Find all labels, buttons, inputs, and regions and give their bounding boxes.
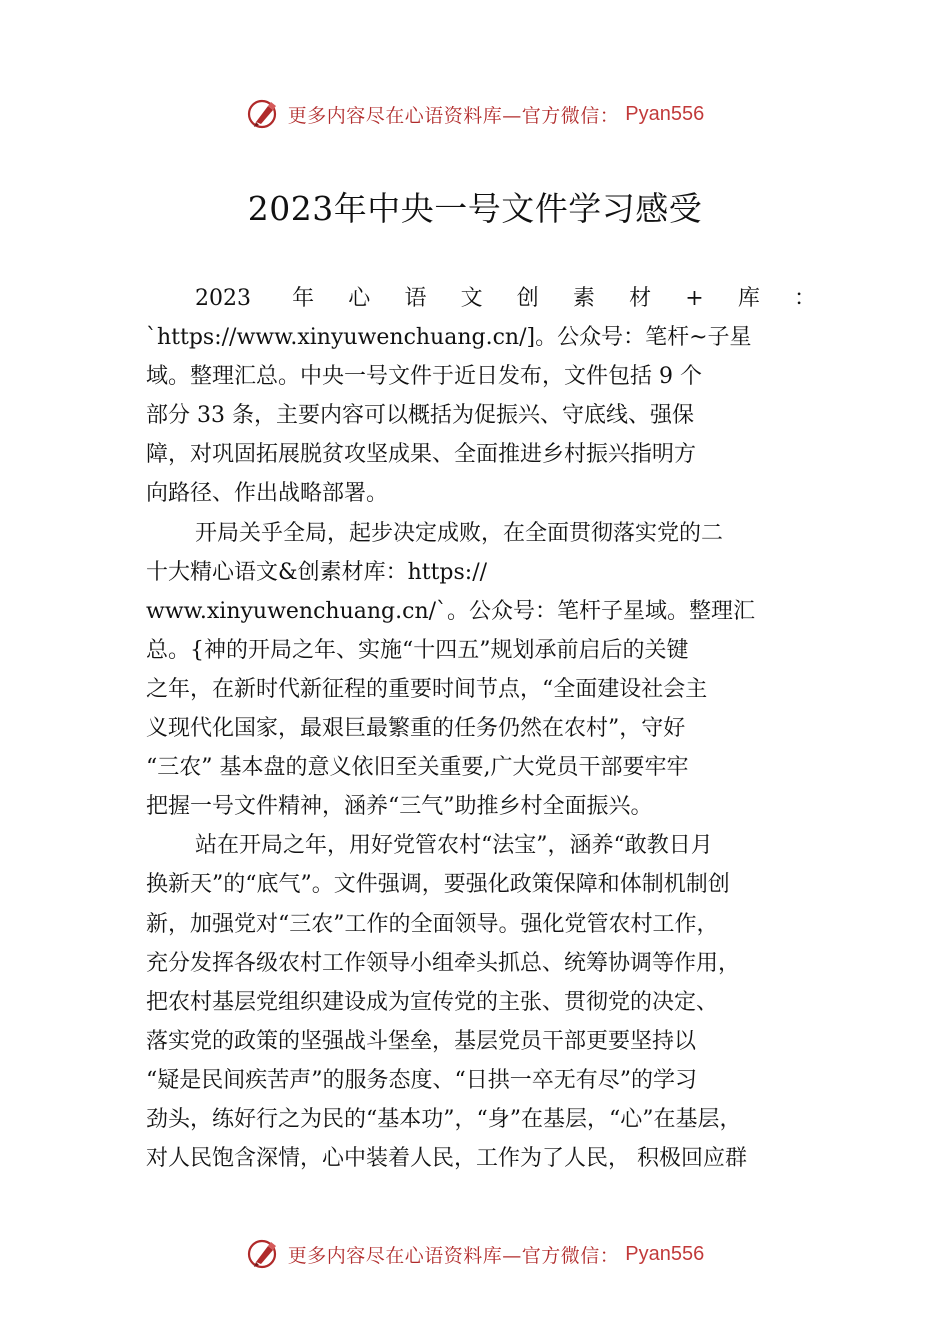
pen-nib-logo-icon xyxy=(246,1236,282,1272)
body-line: 劲头，练好行之为民的“基本功”，“身”在基层，“心”在基层， xyxy=(146,1106,742,1132)
body-line: 新，加强党对“三农”工作的全面领导。强化党管农村工作， xyxy=(146,911,719,937)
body-line: “三农” 基本盘的意义依旧至关重要,广大党员干部要牢牢 xyxy=(146,755,689,781)
footer-banner xyxy=(0,1234,950,1274)
body-line: 换新天”的“底气”。文件强调，要强化政策保障和体制机制创 xyxy=(146,872,730,898)
header-banner-text: 更多内容尽在心语资料库—官方微信： xyxy=(287,104,620,127)
header-wechat-id: Pyan556 xyxy=(625,102,705,125)
body-line: 把农村基层党组织建设成为宣传党的主张、贯彻党的决定、 xyxy=(146,989,719,1015)
body-line: “疑是民间疾苦声”的服务态度、“日拱一卒无有尽”的学习 xyxy=(146,1067,697,1093)
body-line: 向路径、作出战略部署。 xyxy=(146,481,389,507)
body-line: 落实党的政策的坚强战斗堡垒，基层党员干部更要坚持以 xyxy=(146,1028,697,1054)
body-line: 义现代化国家，最艰巨最繁重的任务仍然在农村”，守好 xyxy=(146,716,686,742)
body-line: 十大精心语文&创素材库：https:// xyxy=(146,559,488,585)
footer-wechat-id: Pyan556 xyxy=(625,1242,705,1265)
body-line: 障，对巩固拓展脱贫攻坚成果、全面推进乡村振兴指明方 xyxy=(146,442,697,468)
body-line: 部分 33 条，主要内容可以概括为促振兴、守底线、强保 xyxy=(146,403,694,429)
body-line: `https://www.xinyuwenchuang.cn/]。公众号：笔杆~子星 xyxy=(146,325,752,351)
pen-nib-logo-icon xyxy=(246,96,282,132)
header-banner xyxy=(0,94,950,134)
body-line: 2023 年心语文创素材+库： xyxy=(195,286,816,311)
footer-banner-text: 更多内容尽在心语资料库—官方微信： xyxy=(287,1244,620,1267)
document-body xyxy=(146,279,816,1178)
body-line: 对人民饱含深情，心中装着人民，工作为了人民， 积极回应群 xyxy=(146,1146,747,1172)
body-line: 域。整理汇总。中央一号文件于近日发布，文件包括 9 个 xyxy=(146,364,702,390)
body-line: www.xinyuwenchuang.cn/`。公众号：笔杆子星域。整理汇 xyxy=(146,598,756,624)
body-line: 把握一号文件精神，涵养“三气”助推乡村全面振兴。 xyxy=(146,794,653,820)
body-line: 站在开局之年，用好党管农村“法宝”，涵养“敢教日月 xyxy=(195,833,713,859)
body-line: 开局关乎全局，起步决定成败，在全面贯彻落实党的二 xyxy=(195,520,724,546)
body-line: 充分发挥各级农村工作领导小组牵头抓总、统筹协调等作用， xyxy=(146,950,741,976)
body-line: 之年，在新时代新征程的重要时间节点，“全面建设社会主 xyxy=(146,676,708,702)
document-title: 2023年中央一号文件学习感受 xyxy=(247,189,703,228)
body-line: 总。{神的开局之年、实施“十四五”规划承前启后的关键 xyxy=(146,637,689,663)
